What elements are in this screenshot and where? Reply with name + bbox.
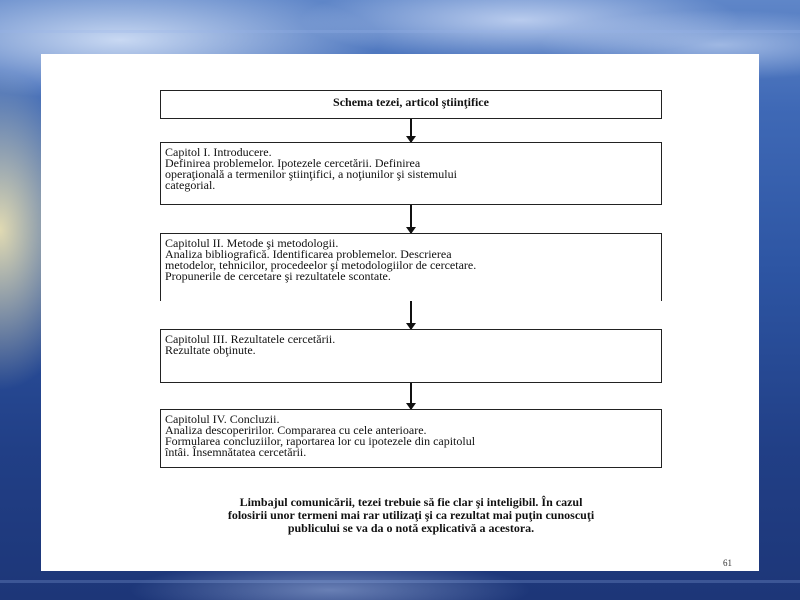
language-note bbox=[111, 496, 711, 535]
chapter-box-3 bbox=[160, 329, 662, 383]
diagram-title: Schema tezei, articol ştiinţifice bbox=[333, 95, 489, 109]
chapter-3-text: Rezultate obţinute. bbox=[165, 343, 256, 357]
chapter-1-text: Definirea problemelor. Ipotezele cercetării. Definirea bbox=[165, 156, 421, 170]
chapter-3-heading: Capitolul III. Rezultatele cercetării. bbox=[165, 332, 336, 346]
flow-arrow bbox=[410, 383, 412, 409]
flow-arrow bbox=[410, 205, 412, 233]
chapter-2-text: Analiza bibliografică. Identificarea problemelor. Descrierea bbox=[165, 247, 452, 261]
page-number: 61 bbox=[723, 558, 732, 568]
flow-arrow bbox=[410, 119, 412, 142]
chapter-2-heading: Capitolul II. Metode şi metodologii. bbox=[165, 236, 339, 250]
chapter-2-text: Propunerile de cercetare şi rezultatele scontate. bbox=[165, 269, 391, 283]
chapter-box-4 bbox=[160, 409, 662, 468]
title-box bbox=[160, 90, 662, 119]
slide bbox=[41, 54, 759, 571]
chapter-4-text: Analiza descoperirilor. Compararea cu cele anterioare. bbox=[165, 423, 427, 437]
chapter-1-text: operaţională a termenilor ştiinţifici, a noţiunilor şi sistemului bbox=[165, 167, 457, 181]
background-wave bbox=[0, 30, 800, 33]
note-line: publicului se va da o notă explicativă a acestora. bbox=[287, 521, 535, 535]
chapter-1-heading: Capitol I. Introducere. bbox=[165, 145, 272, 159]
chapter-box-1 bbox=[160, 142, 662, 205]
chapter-1-text: categorial. bbox=[165, 178, 216, 192]
chapter-4-text: întâi. Însemnătatea cercetării. bbox=[165, 445, 307, 459]
chapter-4-heading: Capitolul IV. Concluzii. bbox=[165, 412, 280, 426]
flow-arrow bbox=[410, 301, 412, 329]
note-line: Limbajul comunicării, tezei trebuie să fie clar şi inteligibil. În cazul bbox=[239, 495, 583, 509]
background-wave bbox=[0, 580, 800, 583]
chapter-box-2 bbox=[160, 233, 662, 301]
chapter-2-text: metodelor, tehnicilor, procedeelor şi metodologiilor de cercetare. bbox=[165, 258, 477, 272]
note-line: folosirii unor termeni mai rar utilizaţi şi ca rezultat mai puţin cunoscuţi bbox=[227, 508, 595, 522]
chapter-4-text: Formularea concluziilor, raportarea lor cu ipotezele din capitolul bbox=[165, 434, 476, 448]
